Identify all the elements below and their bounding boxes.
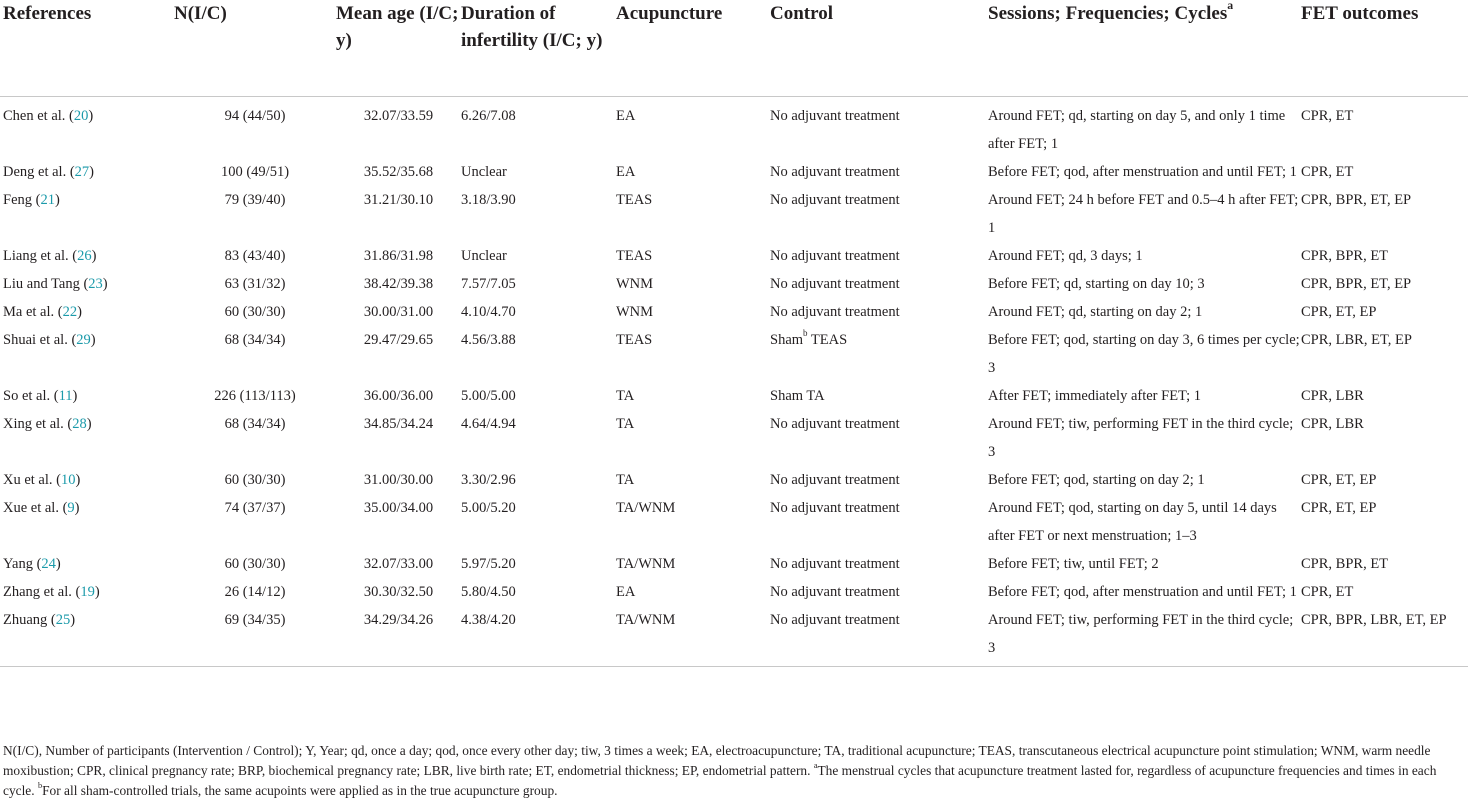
cell-duration: 3.18/3.90 (461, 192, 516, 208)
cell-duration: Unclear (461, 164, 507, 180)
cell-reference (0, 158, 174, 186)
header-row (0, 0, 1468, 97)
cell-acupuncture: TA (616, 388, 635, 404)
cell-duration: 5.00/5.00 (461, 388, 516, 404)
cell-mean-age: 30.00/31.00 (363, 304, 434, 320)
cell-n: 60 (30/30) (224, 304, 286, 320)
cell-duration: 7.57/7.05 (461, 276, 516, 292)
reference-link[interactable]: 19 (80, 584, 95, 600)
cell-reference (0, 186, 174, 242)
cell-control (770, 382, 988, 410)
cell-n: 94 (44/50) (224, 108, 286, 124)
control-text: No adjuvant treatment (770, 584, 900, 600)
header-sessions-label: Sessions; Frequencies; Cycles (988, 3, 1228, 24)
reference-close: ) (70, 612, 76, 628)
cell-reference (0, 242, 174, 270)
cell-outcomes: CPR, BPR, ET, EP (1301, 192, 1412, 208)
cell-sessions: Before FET; qd, starting on day 10; 3 (988, 276, 1205, 292)
cell-duration: 6.26/7.08 (461, 108, 516, 124)
footnote-marker-a: a (1227, 0, 1234, 13)
reference-close: ) (88, 108, 94, 124)
cell-sessions: Before FET; qod, after menstruation and until FET; 1 (988, 164, 1297, 180)
control-text: Sham (770, 332, 804, 348)
cell-n: 60 (30/30) (224, 556, 286, 572)
cell-n: 74 (37/37) (224, 500, 286, 516)
reference-close: ) (86, 416, 92, 432)
table-row (0, 466, 1468, 494)
reference-close: ) (55, 556, 61, 572)
cell-acupuncture: WNM (616, 304, 654, 320)
cell-control (770, 466, 988, 494)
cell-control (770, 158, 988, 186)
control-text: No adjuvant treatment (770, 248, 900, 264)
cell-acupuncture: EA (616, 164, 636, 180)
reference-link[interactable]: 29 (76, 332, 91, 348)
cell-n: 68 (34/34) (224, 332, 286, 348)
table-row (0, 410, 1468, 466)
cell-duration: 4.56/3.88 (461, 332, 516, 348)
cell-sessions: Around FET; 24 h before FET and 0.5–4 h after FET; 1 (988, 192, 1299, 236)
cell-reference (0, 97, 174, 159)
cell-control (770, 242, 988, 270)
table-row (0, 606, 1468, 667)
reference-close: ) (72, 388, 78, 404)
cell-sessions: Around FET; tiw, performing FET in the third cycle; 3 (988, 606, 1301, 667)
cell-outcomes: CPR, ET (1301, 164, 1354, 180)
cell-mean-age: 31.00/30.00 (363, 472, 434, 488)
cell-control (770, 494, 988, 550)
cell-acupuncture: TA/WNM (616, 606, 770, 667)
reference-close: ) (54, 192, 60, 208)
reference-author: Shuai et al. ( (3, 332, 77, 348)
footnote-marker-a: a (813, 760, 818, 770)
table-row (0, 270, 1468, 298)
table-row (0, 158, 1468, 186)
cell-outcomes: CPR, ET (1301, 584, 1354, 600)
cell-n: 83 (43/40) (224, 248, 286, 264)
cell-mean-age: 34.85/34.24 (363, 416, 434, 432)
reference-close: ) (89, 164, 95, 180)
header-mean-age: Mean age (I/C; y) (336, 0, 461, 97)
cell-mean-age: 31.86/31.98 (363, 248, 434, 264)
reference-close: ) (102, 276, 108, 292)
cell-sessions: Around FET; qd, starting on day 5, and only 1 time after FET; 1 (988, 108, 1286, 152)
reference-link[interactable]: 27 (74, 164, 90, 180)
reference-link[interactable]: 10 (60, 472, 76, 488)
cell-n: 26 (14/12) (224, 584, 286, 600)
cell-reference (0, 326, 174, 382)
table-row (0, 578, 1468, 606)
cell-control (770, 97, 988, 159)
cell-sessions: Before FET; qod, starting on day 2; 1 (988, 472, 1205, 488)
table-footnote (3, 741, 1465, 801)
cell-n: 60 (30/30) (224, 472, 286, 488)
cell-mean-age: 35.52/35.68 (363, 164, 434, 180)
cell-sessions: Before FET; qod, starting on day 3, 6 times per cycle; 3 (988, 332, 1300, 376)
cell-sessions: Around FET; qd, 3 days; 1 (988, 248, 1143, 264)
cell-outcomes: CPR, LBR, ET, EP (1301, 332, 1412, 348)
reference-author: Xue et al. ( (3, 500, 68, 516)
reference-author: Zhuang ( (3, 612, 56, 628)
cell-acupuncture: TA/WNM (616, 556, 676, 572)
cell-reference (0, 382, 174, 410)
table-row (0, 298, 1468, 326)
control-text: No adjuvant treatment (770, 472, 900, 488)
reference-close: ) (91, 248, 97, 264)
cell-outcomes: CPR, ET, EP (1301, 472, 1377, 488)
cell-acupuncture: TEAS (616, 192, 653, 208)
table-row (0, 186, 1468, 242)
cell-mean-age: 36.00/36.00 (363, 388, 434, 404)
cell-duration: Unclear (461, 248, 507, 264)
cell-control (770, 550, 988, 578)
reference-link[interactable]: 9 (67, 500, 75, 516)
control-text: No adjuvant treatment (770, 304, 900, 320)
cell-mean-age: 31.21/30.10 (363, 192, 434, 208)
reference-author: Liang et al. ( (3, 248, 78, 264)
cell-mean-age: 34.29/34.26 (336, 606, 461, 667)
cell-mean-age: 32.07/33.00 (363, 556, 434, 572)
cell-acupuncture: EA (616, 108, 636, 124)
header-references: References (0, 0, 174, 97)
reference-close: ) (94, 584, 100, 600)
header-control: Control (770, 0, 988, 97)
reference-author: So et al. ( (3, 388, 59, 404)
header-sessions (988, 0, 1301, 97)
table-row (0, 382, 1468, 410)
control-text: Sham TA (770, 388, 825, 404)
cell-n: 226 (113/113) (214, 388, 296, 404)
cell-outcomes: CPR, LBR (1301, 388, 1364, 404)
reference-author: Yang ( (3, 556, 42, 572)
cell-outcomes: CPR, ET, EP (1301, 304, 1377, 320)
reference-close: ) (77, 304, 82, 320)
table-body (0, 97, 1468, 667)
control-text: No adjuvant treatment (770, 556, 900, 572)
cell-outcomes: CPR, BPR, ET (1301, 248, 1389, 264)
table-row (0, 97, 1468, 159)
reference-link[interactable]: 24 (41, 556, 56, 572)
reference-author: Feng ( (3, 192, 41, 208)
cell-control (770, 606, 988, 667)
cell-sessions: Before FET; qod, after menstruation and until FET; 1 (988, 584, 1297, 600)
cell-outcomes: CPR, LBR (1301, 416, 1364, 432)
cell-mean-age: 35.00/34.00 (363, 500, 434, 516)
footnote-a-text: The menstrual cycles that acupuncture treatment lasted for, regardless of acupuncture frequencies and times in each cycle. (3, 763, 1437, 798)
cell-outcomes: CPR, BPR, LBR, ET, EP (1301, 606, 1468, 667)
cell-reference (0, 606, 174, 667)
reference-author: Xing et al. ( (3, 416, 73, 432)
reference-author: Liu and Tang ( (3, 276, 89, 292)
footnote-marker-b: b (37, 780, 43, 790)
footnote-abbreviations: N(I/C), Number of participants (Intervention / Control); Y, Year; qd, once a day; qod, once every other day; tiw, 3 times a week; EA, electroacupuncture; TA, traditional acupuncture; TEAS, transcutaneous electrical acupuncture point stimulation; WNM, warm needle moxibustion; CPR, clinical pregnancy rate; BRP, biochemical pregnancy rate; LBR, live birth rate; ET, endometrial thickness; EP, endometrial pattern. (3, 743, 1431, 778)
cell-sessions: After FET; immediately after FET; 1 (988, 388, 1202, 404)
reference-link[interactable]: 22 (62, 304, 78, 320)
cell-n: 79 (39/40) (224, 192, 286, 208)
cell-duration: 5.97/5.20 (461, 556, 516, 572)
cell-reference (0, 578, 174, 606)
cell-control (770, 270, 988, 298)
cell-acupuncture: WNM (616, 276, 654, 292)
header-duration: Duration of infertility (I/C; y) (461, 0, 616, 97)
reference-author: Zhang et al. ( (3, 584, 81, 600)
cell-sessions: Before FET; tiw, until FET; 2 (988, 556, 1159, 572)
cell-mean-age: 29.47/29.65 (363, 332, 434, 348)
cell-control (770, 186, 988, 242)
table-row (0, 494, 1468, 550)
cell-duration: 4.38/4.20 (461, 606, 616, 667)
footnote-b-text: For all sham-controlled trials, the same acupoints were applied as in the true acupuncture group. (42, 783, 558, 798)
reference-close: ) (90, 332, 96, 348)
reference-author: Xu et al. ( (3, 472, 61, 488)
reference-link[interactable]: 20 (73, 108, 89, 124)
reference-link[interactable]: 26 (77, 248, 92, 264)
cell-acupuncture: TEAS (616, 332, 653, 348)
cell-outcomes: CPR, ET (1301, 108, 1354, 124)
control-text: No adjuvant treatment (770, 500, 900, 516)
control-text: No adjuvant treatment (770, 612, 900, 628)
cell-n: 68 (34/34) (224, 416, 286, 432)
reference-link[interactable]: 25 (55, 612, 71, 628)
control-text: No adjuvant treatment (770, 192, 900, 208)
control-text: No adjuvant treatment (770, 416, 900, 432)
cell-acupuncture: TA (616, 472, 635, 488)
control-text: No adjuvant treatment (770, 276, 900, 292)
reference-close: ) (74, 500, 80, 516)
reference-link[interactable]: 28 (72, 416, 87, 432)
cell-n: 100 (49/51) (220, 164, 290, 180)
cell-reference (0, 466, 174, 494)
cell-reference (0, 270, 174, 298)
reference-link[interactable]: 11 (58, 388, 73, 404)
reference-close: ) (75, 472, 81, 488)
cell-sessions: Around FET; qd, starting on day 2; 1 (988, 304, 1203, 320)
cell-outcomes: CPR, BPR, ET (1301, 556, 1389, 572)
cell-outcomes: CPR, BPR, ET, EP (1301, 276, 1412, 292)
cell-n: 69 (34/35) (174, 606, 336, 667)
cell-outcomes: CPR, ET, EP (1301, 500, 1377, 516)
cell-acupuncture: TA (616, 416, 635, 432)
control-text: No adjuvant treatment (770, 108, 900, 124)
table-row (0, 242, 1468, 270)
reference-author: Chen et al. ( (3, 108, 74, 124)
cell-reference (0, 494, 174, 550)
reference-author: Ma et al. ( (3, 304, 63, 320)
footnote-marker-b: b (803, 328, 808, 339)
cell-mean-age: 30.30/32.50 (363, 584, 434, 600)
cell-acupuncture: EA (616, 584, 636, 600)
cell-duration: 5.00/5.20 (461, 500, 516, 516)
header-outcomes: FET outcomes (1301, 0, 1468, 97)
cell-n: 63 (31/32) (224, 276, 286, 292)
table-row (0, 550, 1468, 578)
reference-link[interactable]: 21 (40, 192, 55, 208)
cell-sessions: Around FET; qod, starting on day 5, until 14 days after FET or next menstruation; 1–3 (988, 500, 1277, 544)
cell-acupuncture: TA/WNM (616, 500, 676, 516)
table-row (0, 326, 1468, 382)
control-text: No adjuvant treatment (770, 164, 900, 180)
cell-mean-age: 38.42/39.38 (363, 276, 434, 292)
control-text-after: TEAS (807, 332, 848, 348)
cell-control (770, 326, 988, 382)
cell-duration: 4.10/4.70 (461, 304, 516, 320)
cell-duration: 5.80/4.50 (461, 584, 516, 600)
cell-reference (0, 298, 174, 326)
cell-control (770, 410, 988, 466)
cell-reference (0, 410, 174, 466)
cell-reference (0, 550, 174, 578)
reference-author: Deng et al. ( (3, 164, 75, 180)
reference-link[interactable]: 23 (88, 276, 103, 292)
cell-acupuncture: TEAS (616, 248, 653, 264)
cell-sessions: Around FET; tiw, performing FET in the third cycle; 3 (988, 416, 1294, 460)
header-acupuncture: Acupuncture (616, 0, 770, 97)
cell-control (770, 578, 988, 606)
cell-duration: 4.64/4.94 (461, 416, 516, 432)
cell-control (770, 298, 988, 326)
header-n: N(I/C) (174, 0, 336, 97)
cell-mean-age: 32.07/33.59 (363, 108, 434, 124)
cell-duration: 3.30/2.96 (461, 472, 516, 488)
